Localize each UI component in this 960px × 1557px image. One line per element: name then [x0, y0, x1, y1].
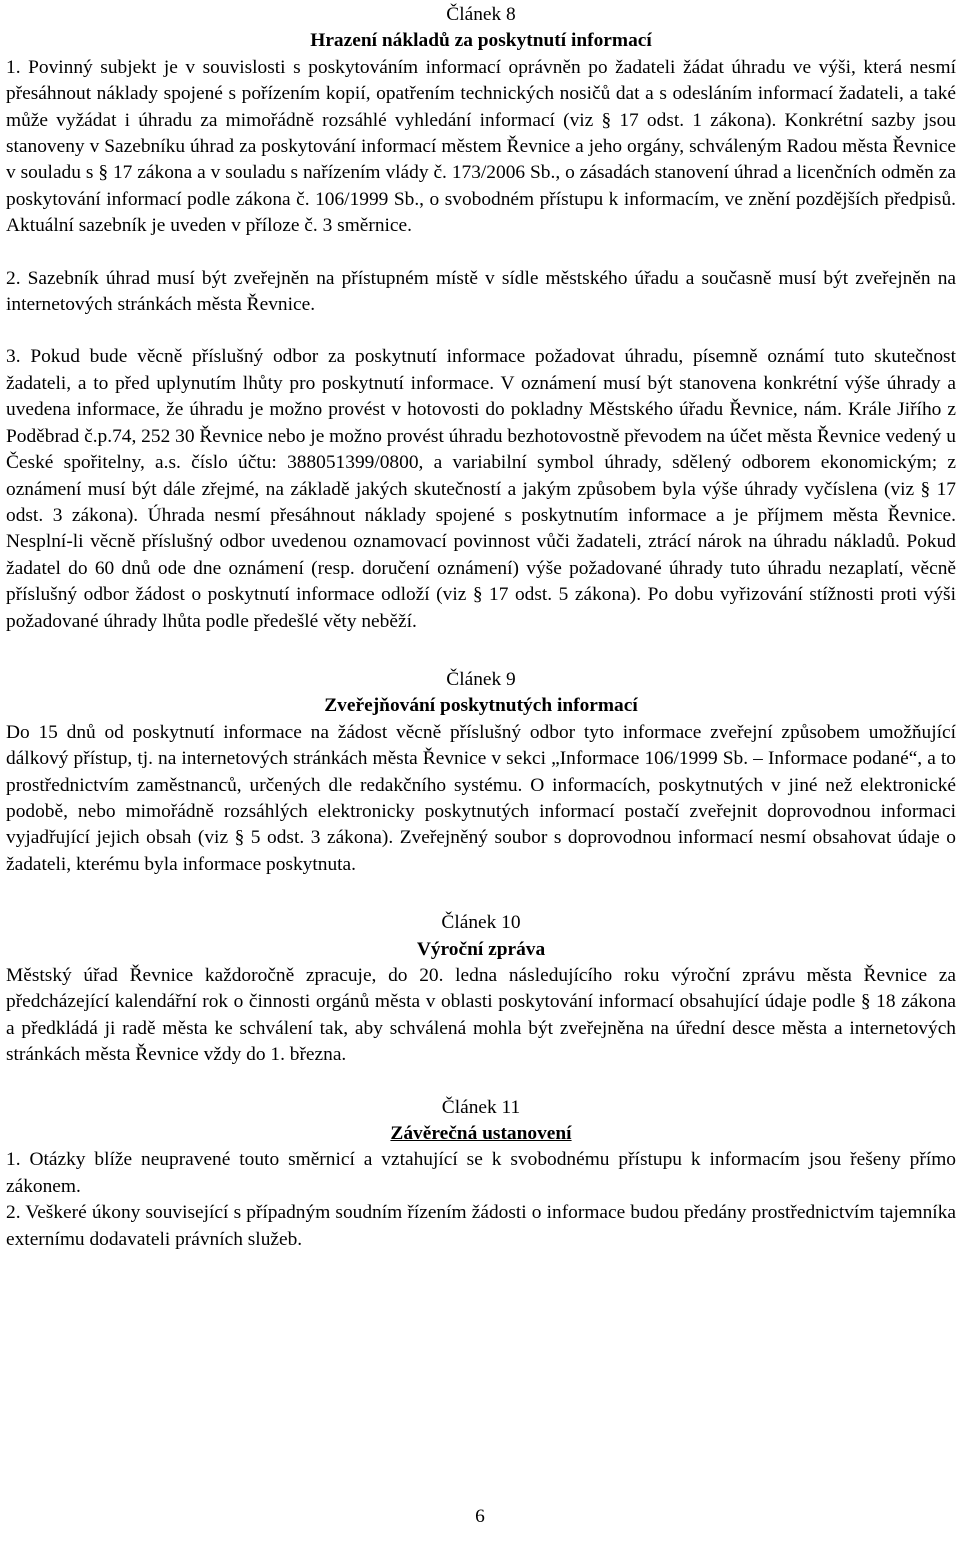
document-page — [6, 2, 956, 1253]
article-9-paragraph-1: Do 15 dnů od poskytnutí informace na žádost věcně příslušný odbor tyto informace zveřejní způsobem umožňující dálkový přístup, tj. na internetových stránkách města Řevnice v sekci „Informace 106/1999 Sb. – Informace podané“, a to prostřednictvím zaměstnanců, určených dle redakčního systému. O informacích, poskytnutých v jiné než elektronické podobě, nebo mimořádně rozsáhlých elektronicky poskytnutých informací postačí zveřejnit doprovodnou informaci vyjadřující jejich obsah (viz § 5 odst. 3 zákona). Zveřejněný soubor s doprovodnou informací nesmí obsahovat údaje o žadateli, kterému byla informace poskytnuta. — [6, 721, 956, 875]
article-9-number: Článek 9 — [446, 668, 516, 690]
article-9-title: Zveřejňování poskytnutých informací — [324, 695, 638, 717]
page-number: 6 — [475, 1506, 485, 1527]
article-8-title: Hrazení nákladů za poskytnutí informací — [310, 30, 652, 52]
article-8-paragraph-2: 2. Sazebník úhrad musí být zveřejněn na přístupném místě v sídle městského úřadu a současně musí být zveřejněn na internetových stránkách města Řevnice. — [6, 267, 956, 316]
article-11-paragraph-1: 1. Otázky blíže neupravené touto směrnicí a vztahující se k svobodnému přístupu k informacím jsou řešeny přímo zákonem. — [6, 1149, 956, 1197]
article-8-paragraph-3: 3. Pokud bude věcně příslušný odbor za poskytnutí informace požadovat úhradu, písemně oznámí tuto skutečnost žadateli, a to před uplynutím lhůty pro poskytnutí informace. V oznámení musí být stanovena konkrétní výše úhrady a uvedena informace, že úhradu je možno provést v hotovosti do pokladny Městského úřadu Řevnice, nám. Krále Jiřího z Poděbrad č.p.74, 252 30 Řevnice nebo je možno provést úhradu bezhotovostně převodem na účet města Řevnice vedený u České spořitelny, a.s. číslo účtu: 388051399/0800, a variabilní symbol úhrady, sdělený odborem ekonomickým; z oznámení musí být dále zřejmé, na základě jakých skutečností a jakým způsobem byla výše úhrady vyčíslena (viz § 17 odst. 3 zákona). Úhrada nesmí přesáhnout náklady spojené s poskytnutím informace a je příjmem města Řevnice. Nesplní-li věcně příslušný odbor uvedenou oznamovací povinnost vůči žadateli, ztrácí nárok na úhradu nákladů. Pokud žadatel do 60 dnů ode dne oznámení (resp. doručení oznámení) výše požadované úhrady tuto úhradu nezaplatí, věcně příslušný odbor žádost o poskytnutí informace odloží (viz § 17 odst. 5 zákona). Po dobu vyřizování stížnosti proti výši požadované úhrady lhůta podle předešlé věty neběží. — [6, 346, 956, 632]
article-11-paragraph-2: 2. Veškeré úkony související s případným soudním řízením žádosti o informace budou předány prostřednictvím tajemníka externímu dodavateli právních služeb. — [6, 1202, 956, 1250]
article-8-paragraph-1: 1. Povinný subjekt je v souvislosti s poskytováním informací oprávněn po žadateli žádat úhradu ve výši, která nesmí přesáhnout náklady spojené s pořízením kopií, opatřením technických nosičů dat a s odesláním informací žadateli, a také může vyžádat i úhradu za mimořádně rozsáhlé vyhledání informací (viz § 17 odst. 1 zákona). Konkrétní sazby jsou stanoveny v Sazebníku úhrad za poskytování informací městem Řevnice a jeho orgány, schváleným Radou města Řevnice v souladu s § 17 zákona a v souladu s nařízením vlády č. 173/2006 Sb., o zásadách stanovení úhrad a licenčních odměn za poskytování informací podle zákona č. 106/1999 Sb., o svobodném přístupu k informacím, ve znění pozdějších předpisů. Aktuální sazebník je uveden v příloze č. 3 směrnice. — [6, 56, 956, 237]
article-8-number: Článek 8 — [446, 4, 516, 25]
article-10-paragraph-1: Městský úřad Řevnice každoročně zpracuje, do 20. ledna následujícího roku výroční zprávu města Řevnice za předcházející kalendářní rok o činnosti orgánů města v oblasti poskytování informací obsahující údaje podle § 18 zákona a předkládá ji radě města ke schválení tak, aby schválená mohla být zveřejněna na úřední desce města a internetových stránkách města Řevnice vždy do 1. března. — [6, 965, 956, 1066]
article-10-number: Článek 10 — [441, 912, 521, 934]
article-10-title: Výroční zpráva — [416, 938, 546, 960]
article-11-title: Závěrečná ustanovení — [390, 1123, 572, 1145]
article-11-number: Článek 11 — [441, 1096, 521, 1118]
